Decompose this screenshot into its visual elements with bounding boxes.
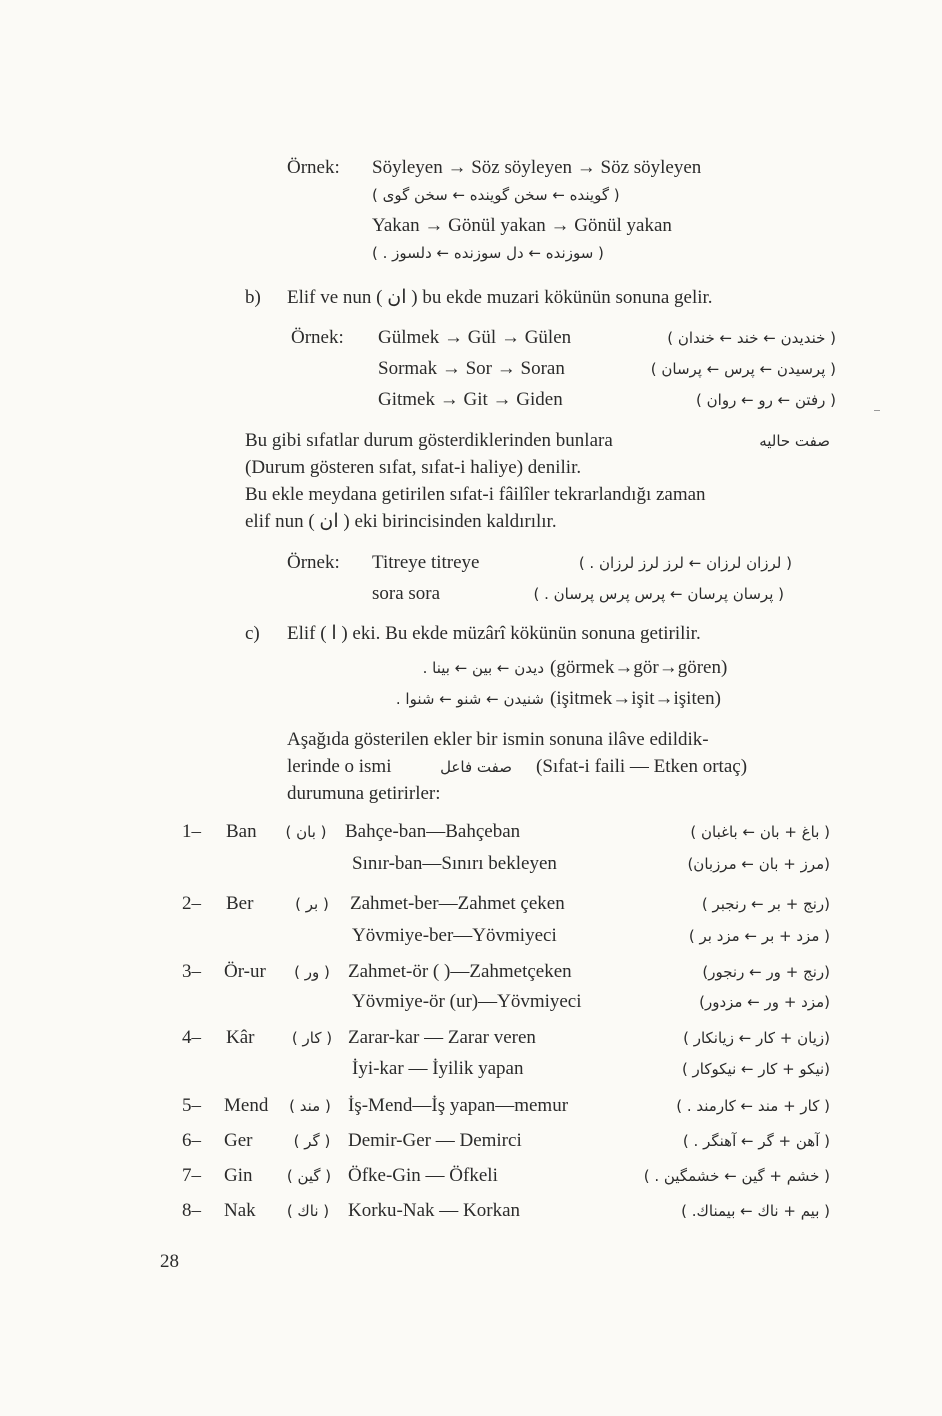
- suffix-example: Demir-Ger — Demirci: [348, 1130, 522, 1151]
- list-number: 6–: [182, 1130, 201, 1151]
- list-number: 4–: [182, 1027, 201, 1048]
- list-number: 5–: [182, 1095, 201, 1116]
- suffix-example: Yövmiye-ör (ur)—Yövmiyeci: [352, 991, 582, 1012]
- paragraph-line: Bu gibi sıfatlar durum gösterdiklerinden bunlara: [245, 430, 613, 451]
- list-number: 7–: [182, 1165, 201, 1186]
- arabic-line: ( گوینده ← سخن گوینده ← سخن گوی ): [372, 186, 620, 204]
- suffix-example: Zahmet-ör ( )—Zahmetçeken: [348, 961, 572, 982]
- arabic-line: ( خندیدن ← خند ← خندان ): [667, 329, 836, 347]
- arabic-line: ( لرزان لرزان ← لرز لرز لرزان . ): [578, 554, 792, 572]
- arabic-line: دیدن ← بین ← بینا .: [422, 659, 544, 677]
- suffix-name: Kâr: [226, 1027, 255, 1048]
- suffix-example-arabic: ( بیم + ناك ← بیمناك. ): [681, 1202, 830, 1220]
- suffix-arabic: ( بان ): [285, 823, 327, 841]
- suffix-arabic: ( ناك ): [286, 1202, 330, 1220]
- example-line: Sormak → Sor → Soran: [378, 358, 565, 379]
- paragraph-line: (Durum gösteren sıfat, sıfat-i haliye) denilir.: [245, 457, 582, 478]
- list-number: 3–: [182, 961, 201, 982]
- suffix-name: Ger: [224, 1130, 253, 1151]
- example-line: Gitmek → Git → Giden: [378, 389, 563, 410]
- suffix-arabic: ( کار ): [291, 1029, 333, 1047]
- suffix-example: Zarar-kar — Zarar veren: [348, 1027, 536, 1048]
- suffix-arabic: ( بر ): [295, 895, 329, 913]
- arabic-term: صفت حالیه: [759, 432, 830, 450]
- paragraph-line: Aşağıda gösterilen ekler bir ismin sonuna ilâve edildik-: [287, 729, 709, 750]
- suffix-name: Nak: [224, 1200, 256, 1221]
- example-line: sora sora: [372, 583, 441, 604]
- section-c-text: Elif ( ا ) eki. Bu ekde müzârî kökünün sonuna getirilir.: [287, 623, 701, 644]
- list-number: 1–: [182, 821, 201, 842]
- arabic-line: شنیدن ← شنو ← شنوا .: [395, 690, 544, 708]
- paragraph-line: elif nun ( ان ) eki birincisinden kaldırılır.: [245, 511, 557, 532]
- suffix-name: Mend: [224, 1095, 269, 1116]
- suffix-example: Sınır-ban—Sınırı bekleyen: [352, 853, 557, 874]
- ornek-label: Örnek:: [287, 157, 340, 178]
- section-marker-c: c): [245, 623, 260, 644]
- suffix-example-arabic: ( باغ + بان ← باغبان ): [690, 823, 830, 841]
- suffix-name: Ör-ur: [224, 961, 266, 982]
- example-line: Gülmek → Gül → Gülen: [378, 327, 572, 348]
- list-number: 2–: [182, 893, 201, 914]
- suffix-example: Öfke-Gin — Öfkeli: [348, 1165, 498, 1186]
- suffix-example-arabic: ( کار + مند ← کارمند . ): [676, 1097, 830, 1115]
- example-line: Titreye titreye: [372, 552, 480, 573]
- example-line: (işitmek→işit→işiten): [550, 688, 721, 709]
- suffix-example-arabic: ( آهن + گر ← آهنگر . ): [682, 1132, 830, 1150]
- suffix-example-arabic: (مزد + ور ← مزدور): [699, 993, 830, 1011]
- arabic-term: صفت فاعل: [440, 758, 512, 776]
- section-b-text: Elif ve nun ( ان ) bu ekde muzari kökünün sonuna gelir.: [287, 287, 713, 308]
- suffix-example-arabic: (نیکو + کار ← نیکوکار ): [681, 1060, 830, 1078]
- list-number: 8–: [182, 1200, 201, 1221]
- suffix-name: Ban: [226, 821, 257, 842]
- paragraph-line: lerinde o ismi: [287, 756, 392, 777]
- suffix-example-arabic: ( مزد + بر ← مزد بر ): [688, 927, 830, 945]
- suffix-example-arabic: (زیان + کار ← زیانکار ): [683, 1029, 830, 1047]
- suffix-example-arabic: (رنج + ور ← رنجور): [702, 963, 830, 981]
- section-marker-b: b): [245, 287, 261, 308]
- suffix-example: İyi-kar — İyilik yapan: [352, 1058, 524, 1079]
- suffix-example-arabic: (مرز + بان ← مرزبان): [687, 855, 830, 873]
- suffix-arabic: ( ور ): [294, 963, 330, 981]
- example-line: (görmek→gör→gören): [550, 657, 728, 678]
- margin-mark: [874, 410, 880, 411]
- suffix-name: Ber: [226, 893, 254, 914]
- ornek-label: Örnek:: [291, 327, 344, 348]
- example-line: Yakan → Gönül yakan → Gönül yakan: [372, 215, 672, 236]
- paragraph-line: Bu ekle meydana getirilen sıfat-i fâilîler tekrarlandığı zaman: [245, 484, 706, 505]
- suffix-example: Korku-Nak — Korkan: [348, 1200, 521, 1221]
- paragraph-line: durumuna getirirler:: [287, 783, 441, 804]
- suffix-example: İş-Mend—İş yapan—memur: [348, 1095, 569, 1116]
- arabic-line: ( پرسان پرسان ← پرس پرس پرسان . ): [533, 585, 784, 603]
- example-line: Söyleyen → Söz söyleyen → Söz söyleyen: [372, 157, 702, 178]
- suffix-arabic: ( مند ): [289, 1097, 331, 1115]
- suffix-example-arabic: ( خشم + گین ← خشمگین . ): [643, 1167, 830, 1185]
- paragraph-line: (Sıfat-i faili — Etken ortaç): [536, 756, 748, 777]
- arabic-line: ( سوزنده ← دل سوزنده ← دلسوز . ): [372, 244, 604, 262]
- suffix-example: Bahçe-ban—Bahçeban: [345, 821, 521, 842]
- suffix-example-arabic: (رنج + بر ← رنجبر ): [701, 895, 830, 913]
- page-number: 28: [160, 1251, 179, 1272]
- arabic-line: ( رفتن ← رو ← روان ): [696, 391, 836, 409]
- suffix-arabic: ( گین ): [286, 1167, 332, 1185]
- suffix-example: Zahmet-ber—Zahmet çeken: [350, 893, 565, 914]
- arabic-line: ( پرسیدن ← پرس ← پرسان ): [650, 360, 836, 378]
- suffix-name: Gin: [224, 1165, 253, 1186]
- suffix-example: Yövmiye-ber—Yövmiyeci: [352, 925, 557, 946]
- ornek-label: Örnek:: [287, 552, 340, 573]
- suffix-arabic: ( گر ): [293, 1132, 331, 1150]
